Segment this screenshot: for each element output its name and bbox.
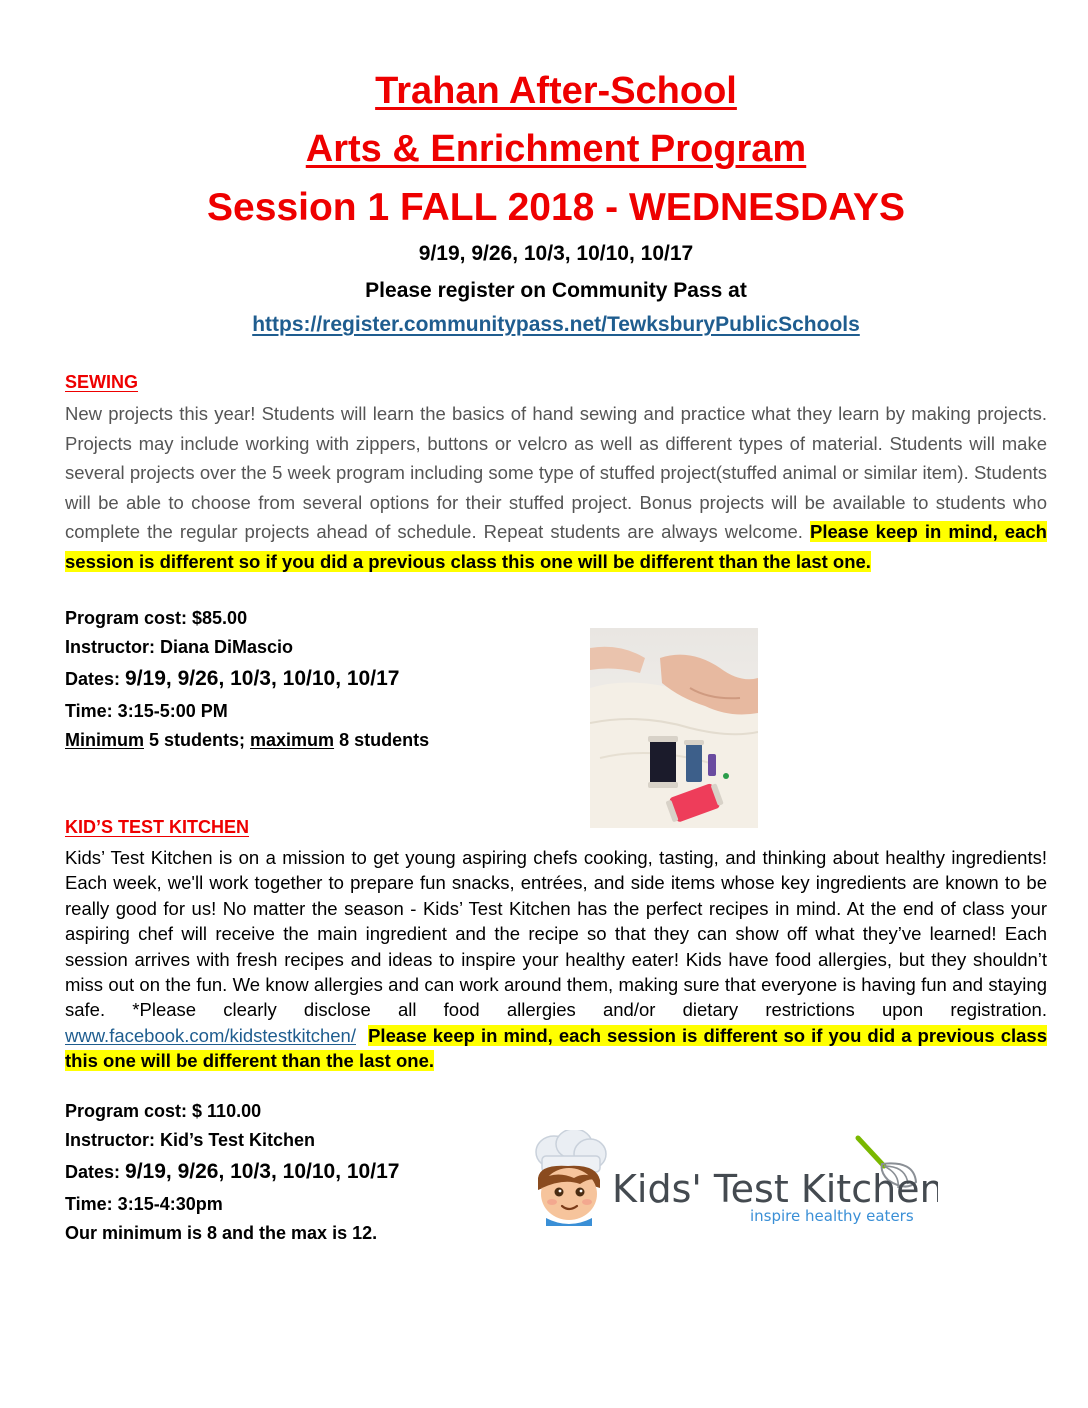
sewing-dates-label: Dates: — [65, 669, 126, 689]
title-line-1: Trahan After-School — [375, 70, 737, 112]
kitchen-instructor: Instructor: Kid’s Test Kitchen — [65, 1130, 316, 1150]
sewing-max-rest: 8 students — [334, 730, 430, 750]
sewing-capacity — [65, 730, 429, 751]
sewing-time: Time: 3:15-5:00 PM — [65, 701, 228, 721]
kitchen-highlight-note: Please keep in mind, each session is different so if you did a previous class this one will be different than the last one. — [65, 1024, 1047, 1072]
kitchen-description-text: Kids’ Test Kitchen is on a mission to get young aspiring chefs cooking, tasting, and thinking about healthy ingredients! Each week, we'll work together to prepare fun snacks, entrées, and side items whose key ingredients are known to be really good for us! No matter the season - Kids’ Test Kitchen has the perfect recipes in mind. At the end of class your aspiring chef will receive the main ingredient and the recipe so that they can show off what they’ve learned! Each session arrives with fresh recipes and ideas to inspire your healthy eater! Kids have food allergies, but they shouldn’t miss out on the fun. We know allergies and can work around them, making sure that everyone is having fun and staying safe. *Please clearly disclose all food allergies and/or dietary restrictions upon registration. — [65, 847, 1047, 1021]
kids-test-kitchen-logo — [528, 1130, 938, 1230]
sewing-photo — [590, 628, 758, 828]
kids-test-kitchen-logo-svg — [528, 1130, 938, 1230]
register-link-line — [0, 312, 1088, 338]
sewing-max-word: maximum — [250, 730, 335, 750]
sewing-highlight-note: Please keep in mind, each session is different so if you did a previous class this one will be different than the last one. — [65, 521, 1047, 572]
sewing-dates — [65, 667, 399, 691]
sewing-heading: SEWING — [65, 372, 139, 392]
sewing-description-text: New projects this year! Students will learn the basics of hand sewing and practice what they learn by making projects. Projects may include working with zippers, buttons or velcro as well as different types of material. Students will make several projects over the 5 week program including some type of stuffed project(stuffed animal or similar item). Students will be able to choose from several options for their stuffed project. Bonus projects will be available to students who complete the regular projects ahead of schedule. Repeat students are always welcome. — [65, 403, 1047, 542]
kitchen-dates-value: 9/19, 9/26, 10/3, 10/10, 10/17 — [125, 1160, 400, 1183]
sewing-min-word: Minimum — [65, 730, 144, 750]
kitchen-time: Time: 3:15-4:30pm — [65, 1194, 223, 1214]
kitchen-description — [65, 845, 1047, 1074]
sewing-photo-illustration — [590, 628, 758, 828]
sewing-cost: Program cost: $85.00 — [65, 608, 248, 628]
kitchen-cost: Program cost: $ 110.00 — [65, 1101, 262, 1121]
register-text: Please register on Community Pass at — [365, 279, 747, 302]
logo-tagline-text: inspire healthy eaters — [750, 1207, 914, 1225]
kitchen-dates-label: Dates: — [65, 1162, 126, 1182]
logo-name-text: Kids' Test Kitchen — [612, 1167, 938, 1211]
sewing-description — [65, 399, 1047, 576]
kitchen-dates — [65, 1160, 399, 1184]
kitchen-heading: KID’S TEST KITCHEN — [65, 817, 250, 837]
sewing-instructor: Instructor: Diana DiMascio — [65, 637, 294, 657]
session-dates: 9/19, 9/26, 10/3, 10/10, 10/17 — [418, 242, 694, 265]
sewing-min-rest: 5 students; — [144, 730, 251, 750]
facebook-link[interactable]: www.facebook.com/kidstestkitchen/ — [65, 1024, 356, 1046]
kitchen-capacity: Our minimum is 8 and the max is 12. — [65, 1223, 378, 1243]
title-line-3: Session 1 FALL 2018 - WEDNESDAYS — [207, 186, 905, 229]
title-line-2: Arts & Enrichment Program — [305, 128, 807, 170]
sewing-dates-value: 9/19, 9/26, 10/3, 10/10, 10/17 — [125, 667, 400, 690]
register-link[interactable]: https://register.communitypass.net/TewksburyPublicSchools — [252, 313, 860, 336]
